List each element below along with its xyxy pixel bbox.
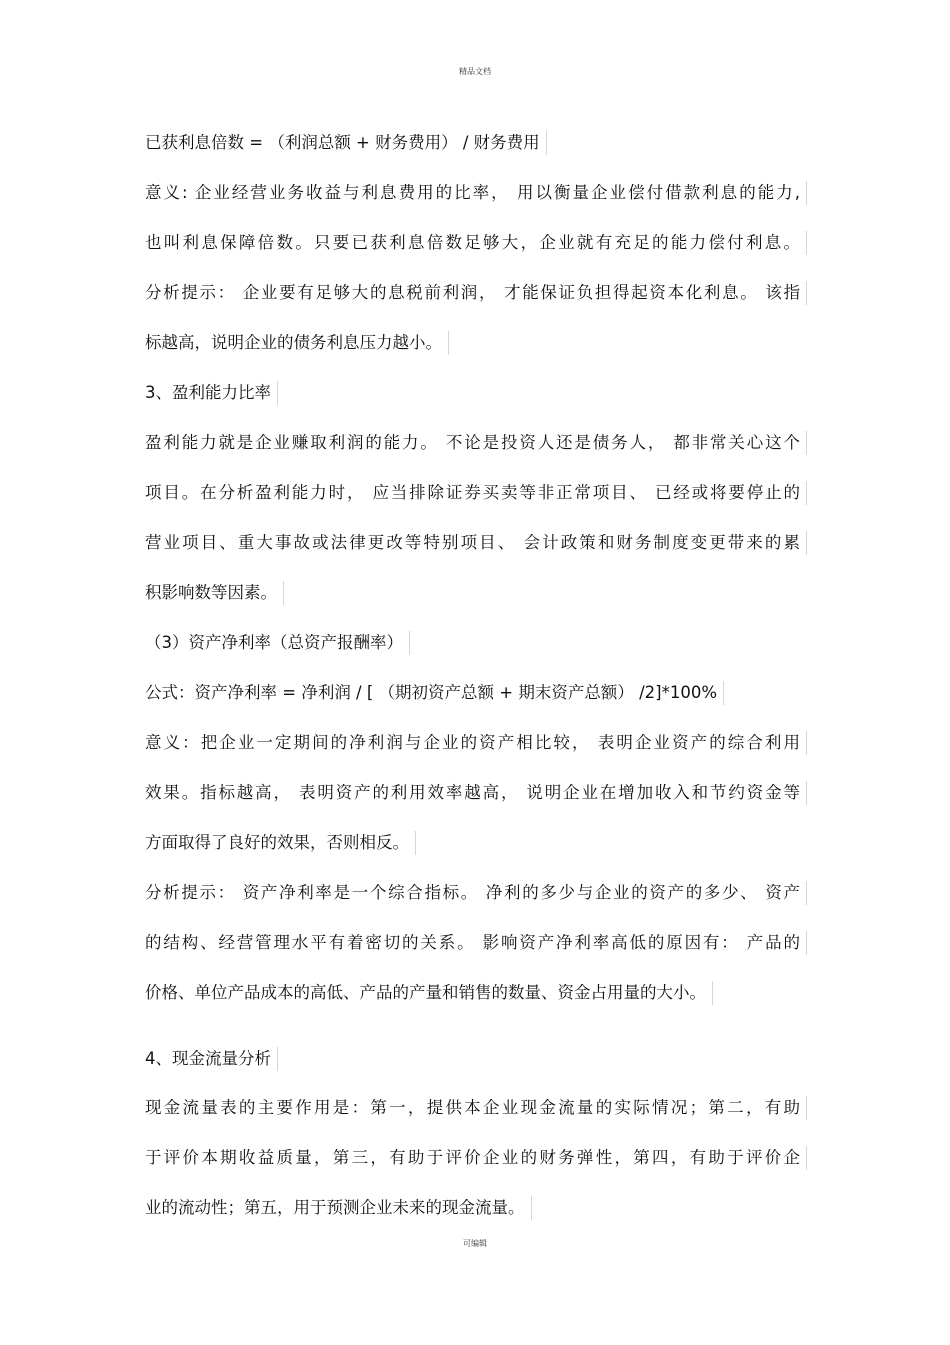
paragraph-line: 盈利能力就是企业赚取利润的能力。 不论是投资人还是债务人， 都非常关心这个 [145, 431, 807, 455]
paragraph-line: 积影响数等因素。 [145, 581, 284, 605]
paragraph-line: 的结构、经营管理水平有着密切的关系。 影响资产净利率高低的原因有： 产品的 [145, 931, 807, 955]
paragraph-line: 项目。在分析盈利能力时， 应当排除证券买卖等非正常项目、 已经或将要停止的 [145, 481, 807, 505]
paragraph-line: 业的流动性；第五，用于预测企业未来的现金流量。 [145, 1196, 532, 1220]
paragraph-line: 分析提示： 资产净利率是一个综合指标。 净利的多少与企业的资产的多少、 资产 [145, 881, 807, 905]
paragraph-line: 现金流量表的主要作用是：第一，提供本企业现金流量的实际情况；第二，有助 [145, 1096, 807, 1120]
page-header: 精品文档 [459, 67, 491, 76]
paragraph-line: 方面取得了良好的效果，否则相反。 [145, 831, 416, 855]
formula-return-on-assets: 公式：资产净利率 = 净利润 / [ （期初资产总额 + 期末资产总额） /2]*100% [145, 681, 724, 705]
paragraph-line: 于评价本期收益质量，第三，有助于评价企业的财务弹性，第四，有助于评价企 [145, 1146, 807, 1170]
paragraph-line: 效果。指标越高， 表明资产的利用效率越高， 说明企业在增加收入和节约资金等 [145, 781, 807, 805]
paragraph-line: 标越高，说明企业的债务利息压力越小。 [145, 331, 449, 355]
page-footer: 可编辑 [463, 1239, 487, 1248]
subheading-return-on-assets: （3）资产净利率（总资产报酬率） [145, 631, 410, 655]
paragraph-line: 分析提示： 企业要有足够大的息税前利润， 才能保证负担得起资本化利息。 该指 [145, 281, 807, 305]
paragraph-line: 意义: 企业经营业务收益与利息费用的比率， 用以衡量企业偿付借款利息的能力, [145, 181, 807, 205]
paragraph-line: 意义：把企业一定期间的净利润与企业的资产相比较， 表明企业资产的综合利用 [145, 731, 807, 755]
paragraph-line: 营业项目、重大事故或法律更改等特别项目、 会计政策和财务制度变更带来的累 [145, 531, 807, 555]
paragraph-line: 价格、单位产品成本的高低、产品的产量和销售的数量、资金占用量的大小。 [145, 981, 713, 1005]
section-heading-profitability: 3、盈利能力比率 [145, 381, 278, 405]
section-heading-cash-flow: 4、现金流量分析 [145, 1047, 278, 1071]
formula-interest-coverage: 已获利息倍数 = （利润总额 + 财务费用） / 财务费用 [145, 131, 547, 155]
paragraph-line: 也叫利息保障倍数。只要已获利息倍数足够大，企业就有充足的能力偿付利息。 [145, 231, 807, 255]
